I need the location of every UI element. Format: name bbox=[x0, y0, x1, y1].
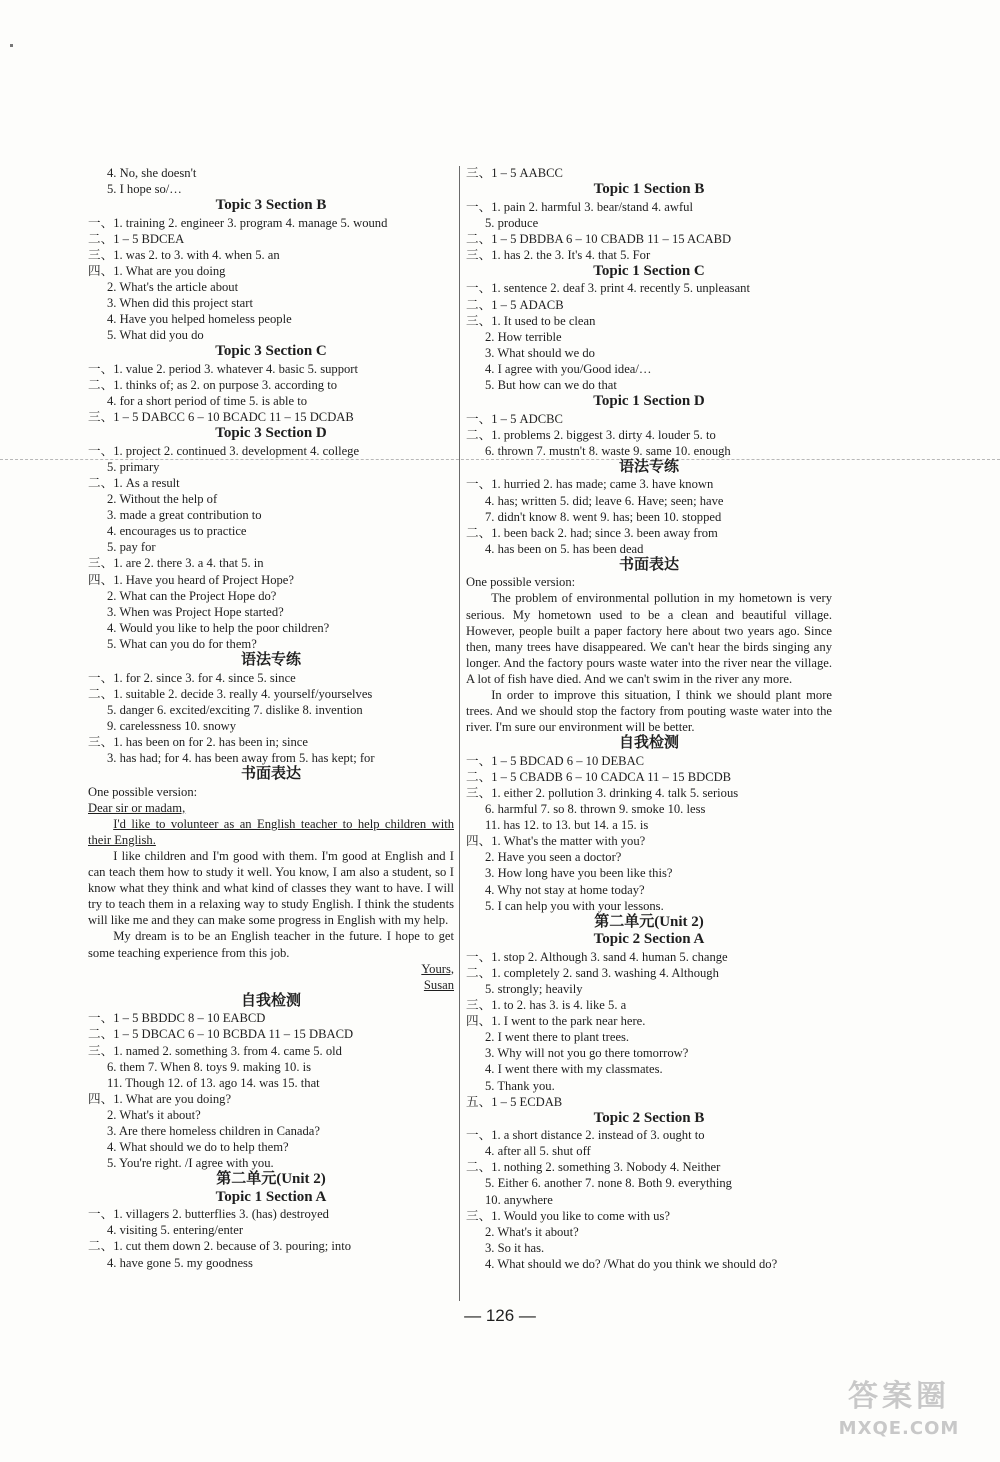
answer-line: 4. No, she doesn't bbox=[107, 166, 197, 180]
answer-line: 4. has been on 5. has been dead bbox=[485, 541, 644, 556]
answer-line: 一、1. project 2. continued 3. development 4. college bbox=[88, 443, 360, 458]
answer-line: 2. What's it about? bbox=[107, 1107, 201, 1122]
answer-line: 四、1. I went to the park near here. bbox=[466, 1014, 646, 1029]
answer-line: 二、1 – 5 BDCEA bbox=[88, 231, 185, 246]
answer-line: 4. Have you helped homeless people bbox=[107, 312, 292, 327]
essay-paragraph: In order to improve this situation, I think we should plant more trees. And we should stop the factory from pouting waste water into the river. I'm sure our environment will be better. bbox=[466, 688, 832, 735]
answer-line: 一、1. value 2. period 3. whatever 4. basic 5. support bbox=[88, 361, 359, 376]
section-heading: Topic 3 Section C bbox=[215, 343, 327, 360]
answer-line: 4. Why not stay at home today? bbox=[485, 882, 645, 897]
answer-line: 5. What did you do bbox=[107, 328, 204, 343]
answer-line: 五、1 – 5 ECDAB bbox=[466, 1094, 563, 1109]
answer-line: 3. has had; for 4. has been away from 5. has kept; for bbox=[107, 751, 375, 765]
answer-line: 四、1. What are you doing bbox=[88, 263, 226, 278]
essay-paragraph: The problem of environmental pollution in my hometown is very serious. My hometown used to be a clean and beautiful village. However, people built a paper factory here about two years ago. Since then, many trees have disappeared. We can't hear the birds singing any longer. And the factory pours waste water into the river near the village. A lot of fish have died. And we can't swim in the river any more. bbox=[466, 591, 832, 686]
answer-line: 9. carelessness 10. snowy bbox=[107, 718, 237, 733]
answer-line: 2. What's it about? bbox=[485, 1224, 579, 1239]
essay-paragraph: My dream is to be an English teacher in the future. I hope to get some teaching experience from this job. bbox=[88, 929, 454, 960]
answer-line: 三、1. Would you like to come with us? bbox=[466, 1208, 670, 1223]
answer-line: 三、1. has 2. the 3. It's 4. that 5. For bbox=[466, 247, 651, 262]
answer-line: 二、1. nothing 2. something 3. Nobody 4. Neither bbox=[466, 1160, 721, 1175]
answer-line: 2. Without the help of bbox=[107, 492, 218, 507]
answer-line: 4. What should we do to help them? bbox=[107, 1140, 289, 1155]
answer-line: 3. When did this project start bbox=[107, 296, 253, 311]
answer-line: 三、1 – 5 DABCC 6 – 10 BCADC 11 – 15 DCDAB bbox=[88, 410, 354, 425]
section-heading: 自我检测 bbox=[240, 992, 301, 1009]
answer-line: 4. I agree with you/Good idea/… bbox=[485, 361, 652, 376]
answer-line: 5. Either 6. another 7. none 8. Both 9. everything bbox=[485, 1176, 732, 1191]
essay-paragraph: I'd like to volunteer as an English teacher to help children with their English. bbox=[88, 816, 454, 847]
answer-line: 二、1. thinks of; as 2. on purpose 3. according to bbox=[88, 378, 338, 393]
answer-line: 三、1. named 2. something 3. from 4. came 5. old bbox=[88, 1043, 342, 1058]
answer-line: 5. strongly; heavily bbox=[485, 981, 583, 996]
answer-line: 一、1. sentence 2. deaf 3. print 4. recently 5. unpleasant bbox=[466, 281, 750, 296]
answer-line: 2. What's the article about bbox=[107, 280, 239, 295]
answer-line: 4. for a short period of time 5. is able to bbox=[107, 394, 308, 409]
answer-line: 5. I hope so/… bbox=[107, 182, 182, 197]
answer-line: 三、1. are 2. there 3. a 4. that 5. in bbox=[88, 556, 264, 571]
answer-line: 三、1. was 2. to 3. with 4. when 5. an bbox=[88, 247, 280, 262]
section-heading: 语法专练 bbox=[240, 652, 301, 669]
section-heading: Topic 1 Section B bbox=[593, 181, 705, 198]
answer-line: 6. thrown 7. mustn't 8. waste 9. same 10. enough bbox=[485, 443, 731, 458]
section-heading: Topic 3 Section B bbox=[215, 197, 327, 214]
answer-line: One possible version: bbox=[466, 575, 576, 590]
answer-line: 二、1 – 5 DBDBA 6 – 10 CBADB 11 – 15 ACABD bbox=[466, 231, 732, 246]
answer-line: 3. When was Project Hope started? bbox=[107, 604, 284, 619]
answer-line: 二、1 – 5 ADACB bbox=[466, 297, 564, 312]
answer-line: 5. I can help you with your lessons. bbox=[485, 898, 664, 913]
answer-line: 2. How terrible bbox=[485, 329, 562, 344]
answer-line: 3. Are there homeless children in Canada? bbox=[107, 1123, 320, 1138]
answer-line: 三、1. has been on for 2. has been in; since bbox=[88, 734, 308, 749]
answer-line: 一、1. for 2. since 3. for 4. since 5. since bbox=[88, 670, 296, 685]
answer-line: Dear sir or madam, bbox=[88, 800, 186, 815]
answer-line: 3. What should we do bbox=[485, 345, 595, 360]
left-answer-column bbox=[88, 165, 454, 1271]
answer-line: Susan bbox=[423, 977, 454, 992]
answer-line: 3. Why will not you go there tomorrow? bbox=[485, 1046, 689, 1061]
answer-line: 3. How long have you been like this? bbox=[485, 866, 673, 881]
answer-line: 三、1. either 2. pollution 3. drinking 4. talk 5. serious bbox=[466, 786, 739, 800]
section-heading: Topic 1 Section C bbox=[593, 262, 705, 279]
answer-line: 6. harmful 7. so 8. thrown 9. smoke 10. less bbox=[485, 802, 706, 817]
answer-line: 5. danger 6. excited/exciting 7. dislike 8. invention bbox=[107, 702, 363, 717]
answer-line: 三、1 – 5 AABCC bbox=[466, 166, 563, 180]
answer-line: 5. But how can we do that bbox=[485, 378, 617, 393]
section-heading: 自我检测 bbox=[618, 735, 679, 752]
answer-line: 4. What should we do? /What do you think we should do? bbox=[485, 1256, 778, 1271]
watermark-title: 答案圈 bbox=[848, 1379, 950, 1414]
answer-line: One possible version: bbox=[88, 784, 198, 799]
answer-line: 一、1. a short distance 2. instead of 3. ought to bbox=[466, 1128, 705, 1143]
section-heading: Topic 2 Section A bbox=[593, 931, 705, 948]
answer-line: 一、1 – 5 ADCBC bbox=[466, 411, 563, 426]
answer-line: 4. encourages us to practice bbox=[107, 524, 247, 539]
answer-line: 4. I went there with my classmates. bbox=[485, 1062, 663, 1077]
answer-line: 一、1. hurried 2. has made; came 3. have known bbox=[466, 477, 714, 492]
answer-line: 二、1. As a result bbox=[88, 476, 180, 490]
answer-line: 四、1. Have you heard of Project Hope? bbox=[88, 572, 294, 587]
answer-line: 3. made a great contribution to bbox=[107, 508, 262, 523]
column-divider bbox=[459, 166, 460, 1301]
answer-line: 三、1. to 2. has 3. is 4. like 5. a bbox=[466, 998, 627, 1013]
section-heading: 书面表达 bbox=[618, 556, 679, 573]
answer-line: 二、1. cut them down 2. because of 3. pouring; into bbox=[88, 1239, 352, 1254]
answer-line: 一、1. pain 2. harmful 3. bear/stand 4. awful bbox=[466, 199, 693, 214]
answer-line: 三、1. It used to be clean bbox=[466, 313, 596, 328]
answer-line: 5. Thank you. bbox=[485, 1078, 555, 1093]
answer-line: 7. didn't know 8. went 9. has; been 10. stopped bbox=[485, 509, 722, 524]
page-number: — 126 — bbox=[464, 1306, 536, 1325]
answer-line: 四、1. What's the matter with you? bbox=[466, 834, 646, 849]
answer-line: 4. visiting 5. entering/enter bbox=[107, 1223, 244, 1238]
answer-line: 二、1. suitable 2. decide 3. really 4. yourself/yourselves bbox=[88, 686, 373, 701]
answer-line: 二、1 – 5 CBADB 6 – 10 CADCA 11 – 15 BDCDB bbox=[466, 769, 732, 784]
watermark-logo bbox=[814, 1378, 984, 1448]
section-heading: Topic 1 Section A bbox=[215, 1188, 327, 1205]
answer-line: 2. I went there to plant trees. bbox=[485, 1030, 630, 1045]
answer-line: 11. Though 12. of 13. ago 14. was 15. that bbox=[107, 1075, 320, 1090]
watermark-url: MXQE.COM bbox=[838, 1418, 960, 1439]
answer-line: 6. them 7. When 8. toys 9. making 10. is bbox=[107, 1059, 312, 1074]
scan-mark bbox=[10, 44, 13, 47]
answer-line: 一、1. stop 2. Although 3. sand 4. human 5. change bbox=[466, 949, 728, 964]
answer-line: 10. anywhere bbox=[485, 1192, 553, 1207]
section-heading: 第二单元(Unit 2) bbox=[594, 913, 704, 930]
answer-line: 一、1. training 2. engineer 3. program 4. manage 5. wound bbox=[88, 215, 388, 230]
answer-line: 一、1 – 5 BBDDC 8 – 10 EABCD bbox=[88, 1011, 266, 1026]
answer-line: 4. have gone 5. my goodness bbox=[107, 1255, 253, 1270]
answer-line: 一、1 – 5 BDCAD 6 – 10 DEBAC bbox=[466, 753, 645, 768]
answer-line: 11. has 12. to 13. but 14. a 15. is bbox=[485, 818, 649, 833]
section-heading: Topic 1 Section D bbox=[593, 393, 705, 410]
answer-line: 3. So it has. bbox=[485, 1240, 545, 1255]
answer-line: 5. produce bbox=[485, 215, 539, 230]
answer-line: 二、1. been back 2. had; since 3. been away from bbox=[466, 525, 718, 540]
answer-line: 2. What can the Project Hope do? bbox=[107, 588, 277, 603]
answer-line: 二、1 – 5 DBCAC 6 – 10 BCBDA 11 – 15 DBACD bbox=[88, 1027, 354, 1042]
section-heading: Topic 2 Section B bbox=[593, 1109, 705, 1126]
answer-line: Yours, bbox=[421, 961, 454, 976]
answer-line: 一、1. villagers 2. butterflies 3. (has) destroyed bbox=[88, 1207, 329, 1222]
answer-line: 四、1. What are you doing? bbox=[88, 1091, 232, 1106]
answer-line: 4. after all 5. shut off bbox=[485, 1144, 591, 1159]
answer-line: 5. pay for bbox=[107, 540, 156, 555]
right-answer-column bbox=[466, 165, 832, 1272]
section-heading: 语法专练 bbox=[618, 458, 679, 475]
section-heading: 第二单元(Unit 2) bbox=[216, 1171, 326, 1188]
answer-line: 4. Would you like to help the poor children? bbox=[107, 620, 330, 635]
answer-line: 5. You're right. /I agree with you. bbox=[107, 1156, 274, 1171]
answer-line: 二、1. completely 2. sand 3. washing 4. Although bbox=[466, 965, 719, 980]
answer-line: 5. primary bbox=[107, 459, 160, 474]
answer-line: 4. has; written 5. did; leave 6. Have; seen; have bbox=[485, 493, 724, 508]
answer-line: 5. What can you do for them? bbox=[107, 636, 257, 651]
answer-line: 二、1. problems 2. biggest 3. dirty 4. louder 5. to bbox=[466, 427, 716, 442]
answer-line: 2. Have you seen a doctor? bbox=[485, 850, 622, 865]
section-heading: Topic 3 Section D bbox=[215, 425, 327, 442]
section-heading: 书面表达 bbox=[240, 766, 301, 783]
essay-paragraph: I like children and I'm good with them. I'm good at English and I can teach them how to study it well. You know, I am also a student, so I know what they think and what kind of classes they want to have. I will try to teach them in a relaxing way to study English. I think the students will like me and they can make some progress in English with my help. bbox=[88, 848, 454, 928]
